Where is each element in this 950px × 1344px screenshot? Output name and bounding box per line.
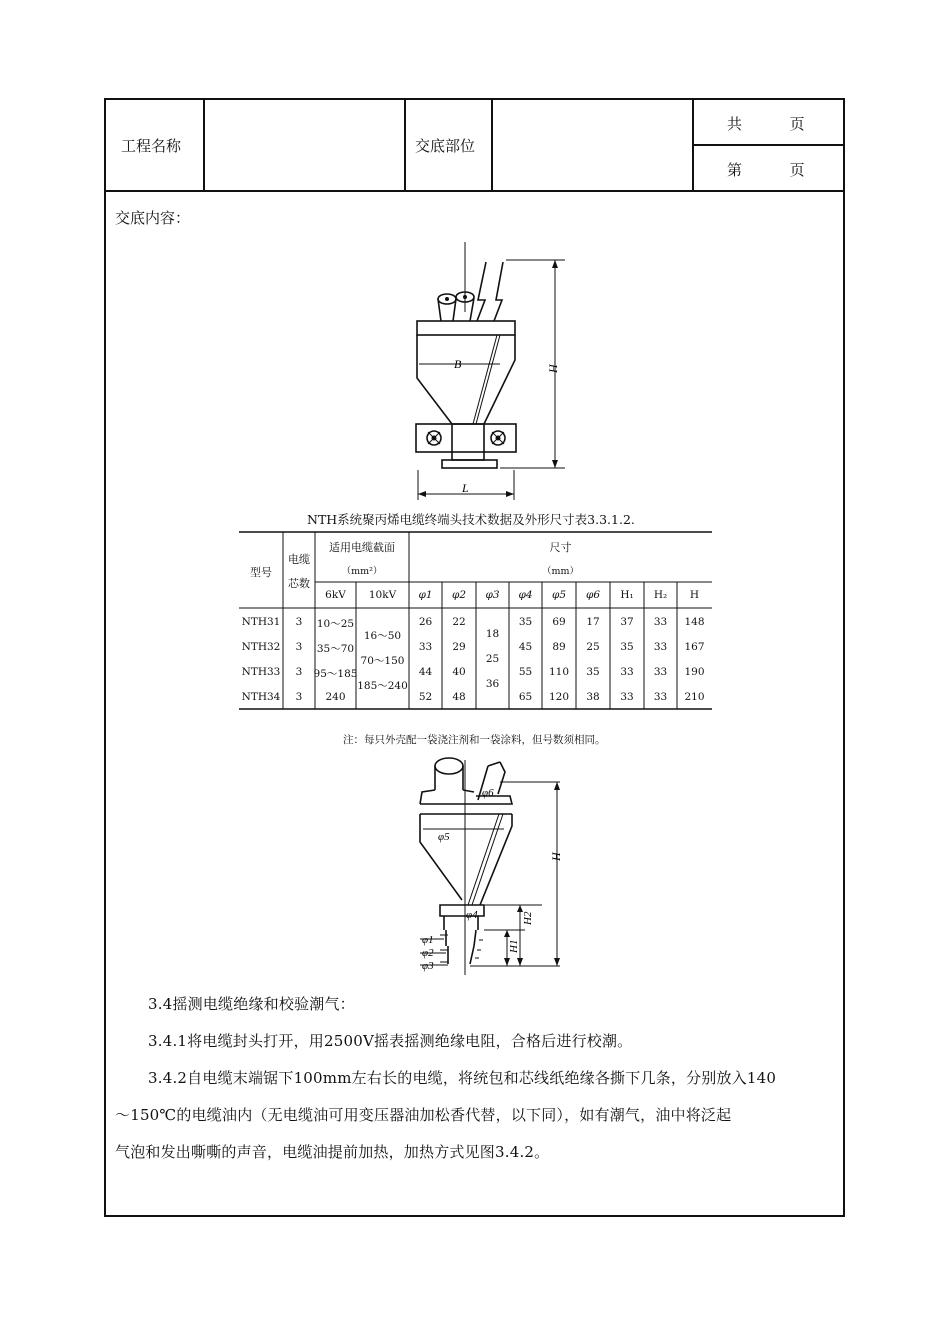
fig1-B-label: B [454, 357, 462, 371]
cell-d5: 89 [552, 641, 566, 653]
cell-model: NTH34 [241, 691, 281, 703]
th-10kv: 10kV [368, 589, 397, 601]
th-size: 尺寸 [549, 541, 572, 554]
th-d1: φ1 [418, 589, 433, 601]
cell-10kv: 16～50 [363, 630, 402, 642]
th-h1: H₁ [620, 589, 634, 601]
th-section: 适用电缆截面 [329, 541, 395, 554]
cell-model: NTH33 [241, 666, 281, 678]
table-note: 注：每只外壳配一袋浇注剂和一袋涂料，但号数须相同。 [343, 734, 606, 746]
cell-h: 190 [684, 666, 705, 678]
cell-d2: 48 [452, 691, 466, 703]
fig1-H-label: H [546, 364, 560, 373]
cell-model: NTH31 [241, 616, 281, 628]
cell-d3: 18 [485, 628, 500, 640]
cell-d6: 25 [586, 641, 600, 653]
cell-h1: 33 [620, 691, 634, 703]
cell-h: 167 [684, 641, 705, 653]
cell-model: NTH32 [241, 641, 281, 653]
fig2-d1-label: φ1 [422, 934, 434, 946]
th-h: H [689, 589, 700, 601]
th-cores-2: 芯数 [288, 577, 310, 590]
cell-d4: 45 [518, 641, 533, 653]
cell-cores: 3 [295, 691, 303, 703]
cell-d1: 44 [418, 666, 433, 678]
cell-6kv: 35～70 [316, 643, 355, 655]
cell-cores: 3 [295, 666, 303, 678]
cell-d4: 55 [518, 666, 533, 678]
section-3-4-2-line3: 气泡和发出嘶嘶的声音，电缆油提前加热，加热方式见图3.4.2。 [115, 1143, 550, 1161]
fig2-d4-label: φ4 [466, 909, 478, 921]
cell-d2: 40 [452, 666, 466, 678]
fig2-d3-label: φ3 [422, 960, 434, 972]
cell-h2: 33 [653, 691, 668, 703]
section-3-4-2-line1: 3.4.2自电缆末端锯下100mm左右长的电缆，将统包和芯线纸绝缘各撕下几条，分别放入140 [148, 1069, 777, 1087]
cell-d5: 120 [548, 691, 570, 703]
th-d2: φ2 [451, 589, 467, 601]
cell-10kv: 70～150 [360, 655, 405, 667]
section-3-4-2-line2: ～150℃的电缆油内（无电缆油可用变压器油加松香代替，以下同），如有潮气，油中将泛起 [115, 1106, 732, 1124]
location-label: 交底部位 [415, 137, 476, 155]
cell-d1: 33 [418, 641, 433, 653]
cell-6kv: 240 [325, 691, 346, 703]
cell-d5: 110 [548, 666, 570, 678]
cell-d3: 36 [485, 678, 500, 690]
cell-h2: 33 [653, 666, 668, 678]
cell-d4: 65 [518, 691, 533, 703]
th-section-unit: （mm²） [341, 566, 383, 577]
th-d6: φ6 [585, 589, 601, 601]
cell-d6: 35 [586, 666, 600, 678]
cell-6kv: 10～25 [316, 618, 355, 630]
cell-d1: 26 [418, 616, 433, 628]
cell-d3: 25 [485, 653, 500, 665]
th-cores-1: 电缆 [288, 553, 310, 566]
cell-cores: 3 [295, 641, 303, 653]
cell-d4: 35 [518, 616, 533, 628]
cell-cores: 3 [295, 616, 303, 628]
cell-d1: 52 [418, 691, 433, 703]
fig2-H2-label: H2 [522, 911, 534, 925]
fig2-d5-label: φ5 [438, 831, 450, 843]
th-d4: φ4 [518, 589, 533, 601]
cell-6kv: 95～185 [313, 668, 358, 680]
th-d5: φ5 [551, 589, 567, 601]
cell-d6: 38 [586, 691, 600, 703]
th-6kv: 6kV [325, 589, 346, 601]
table-title: NTH系统聚丙烯电缆终端头技术数据及外形尺寸表3.3.1.2. [307, 512, 635, 527]
th-model: 型号 [250, 566, 272, 579]
th-h2: H₂ [653, 589, 668, 601]
cell-d2: 22 [452, 616, 466, 628]
total-pages-label: 共 页 [727, 115, 805, 133]
cell-10kv: 185～240 [357, 680, 408, 692]
cell-h1: 33 [620, 666, 634, 678]
project-name-label: 工程名称 [121, 137, 182, 155]
cell-h: 210 [684, 691, 705, 703]
fig2-d6-label: φ6 [482, 787, 494, 799]
cell-d5: 69 [552, 616, 566, 628]
cell-h1: 35 [620, 641, 634, 653]
section-3-4-1: 3.4.1将电缆封头打开，用2500V摇表摇测绝缘电阻，合格后进行校潮。 [148, 1032, 633, 1050]
cell-h2: 33 [653, 616, 668, 628]
th-d3: φ3 [485, 589, 500, 601]
content-label: 交底内容： [115, 209, 191, 227]
cell-h2: 33 [653, 641, 668, 653]
cell-h: 148 [684, 616, 705, 628]
fig2-d2-label: φ2 [422, 947, 434, 959]
th-size-unit: （mm） [541, 566, 580, 577]
cell-d2: 29 [452, 641, 466, 653]
cell-h1: 37 [620, 616, 634, 628]
fig1-L-label: L [462, 481, 469, 495]
fig2-H1-label: H1 [508, 939, 520, 953]
cell-d6: 17 [586, 616, 600, 628]
page-number-label: 第 页 [727, 161, 805, 179]
fig2-H-label: H [549, 852, 563, 861]
section-3-4-title: 3.4摇测电缆绝缘和校验潮气： [148, 995, 355, 1013]
